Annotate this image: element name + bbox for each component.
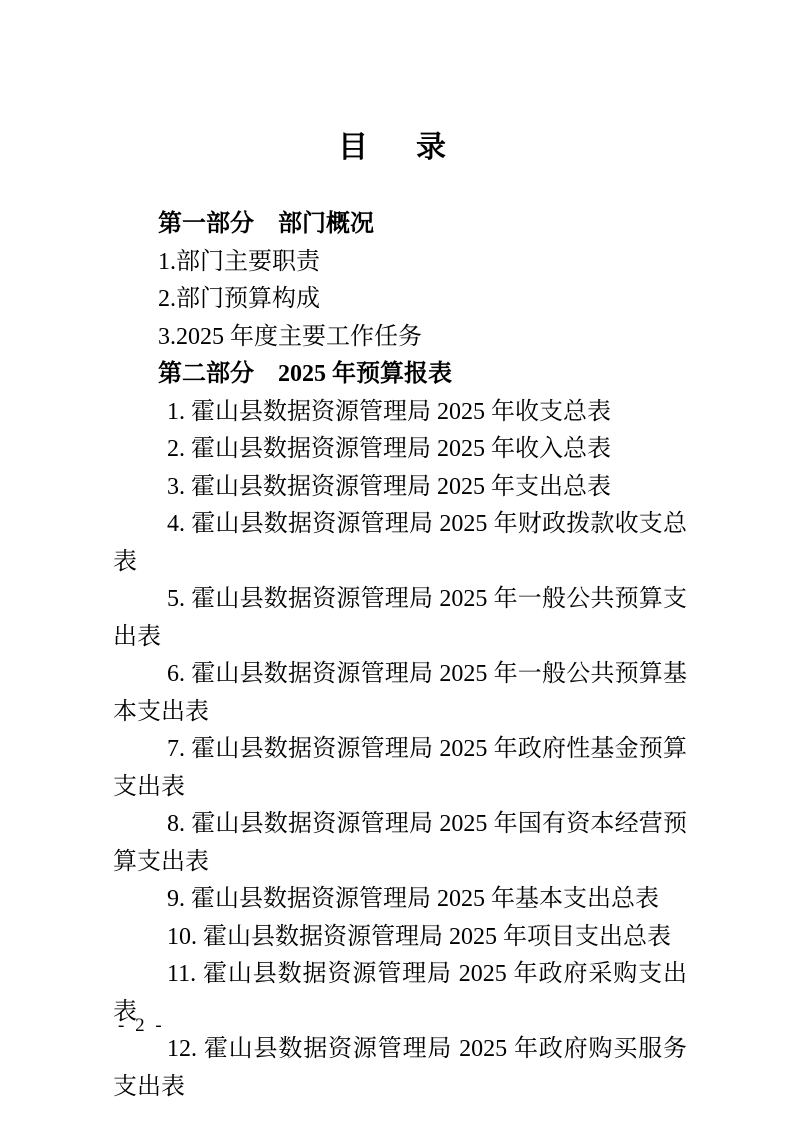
table-of-contents	[113, 206, 687, 1106]
toc-item-part2-8: 8. 霍山县数据资源管理局 2025 年国有资本经营预算支出表	[113, 811, 687, 875]
toc-item-part2-2: 2. 霍山县数据资源管理局 2025 年收入总表	[167, 436, 611, 462]
toc-item-part2-9: 9. 霍山县数据资源管理局 2025 年基本支出总表	[167, 886, 659, 912]
toc-item-part2-3: 3. 霍山县数据资源管理局 2025 年支出总表	[167, 473, 611, 500]
toc-item-part2-11: 11. 霍山县数据资源管理局 2025 年政府采购支出表	[113, 961, 687, 1025]
page-number: - 2 -	[118, 1015, 165, 1036]
toc-item-part2-1: 1. 霍山县数据资源管理局 2025 年收支总表	[167, 398, 611, 425]
toc-item-part2-12: 12. 霍山县数据资源管理局 2025 年政府购买服务支出表	[113, 1036, 687, 1100]
toc-item-part2-6: 6. 霍山县数据资源管理局 2025 年一般公共预算基本支出表	[113, 661, 687, 725]
part2-heading: 第二部分 2025 年预算报表	[158, 361, 452, 387]
toc-item-part2-4: 4. 霍山县数据资源管理局 2025 年财政拨款收支总表	[113, 511, 687, 575]
toc-item-part2-7: 7. 霍山县数据资源管理局 2025 年政府性基金预算支出表	[113, 736, 687, 800]
part1-heading: 第一部分 部门概况	[158, 211, 374, 237]
toc-item-part1-3: 3.2025 年度主要工作任务	[158, 323, 422, 350]
toc-item-part1-2: 2.部门预算构成	[158, 286, 320, 312]
toc-item-part1-1: 1.部门主要职责	[158, 248, 320, 275]
page-title: 目 录	[338, 131, 455, 164]
toc-item-part2-5: 5. 霍山县数据资源管理局 2025 年一般公共预算支出表	[113, 586, 687, 650]
toc-item-part2-10: 10. 霍山县数据资源管理局 2025 年项目支出总表	[167, 923, 671, 950]
